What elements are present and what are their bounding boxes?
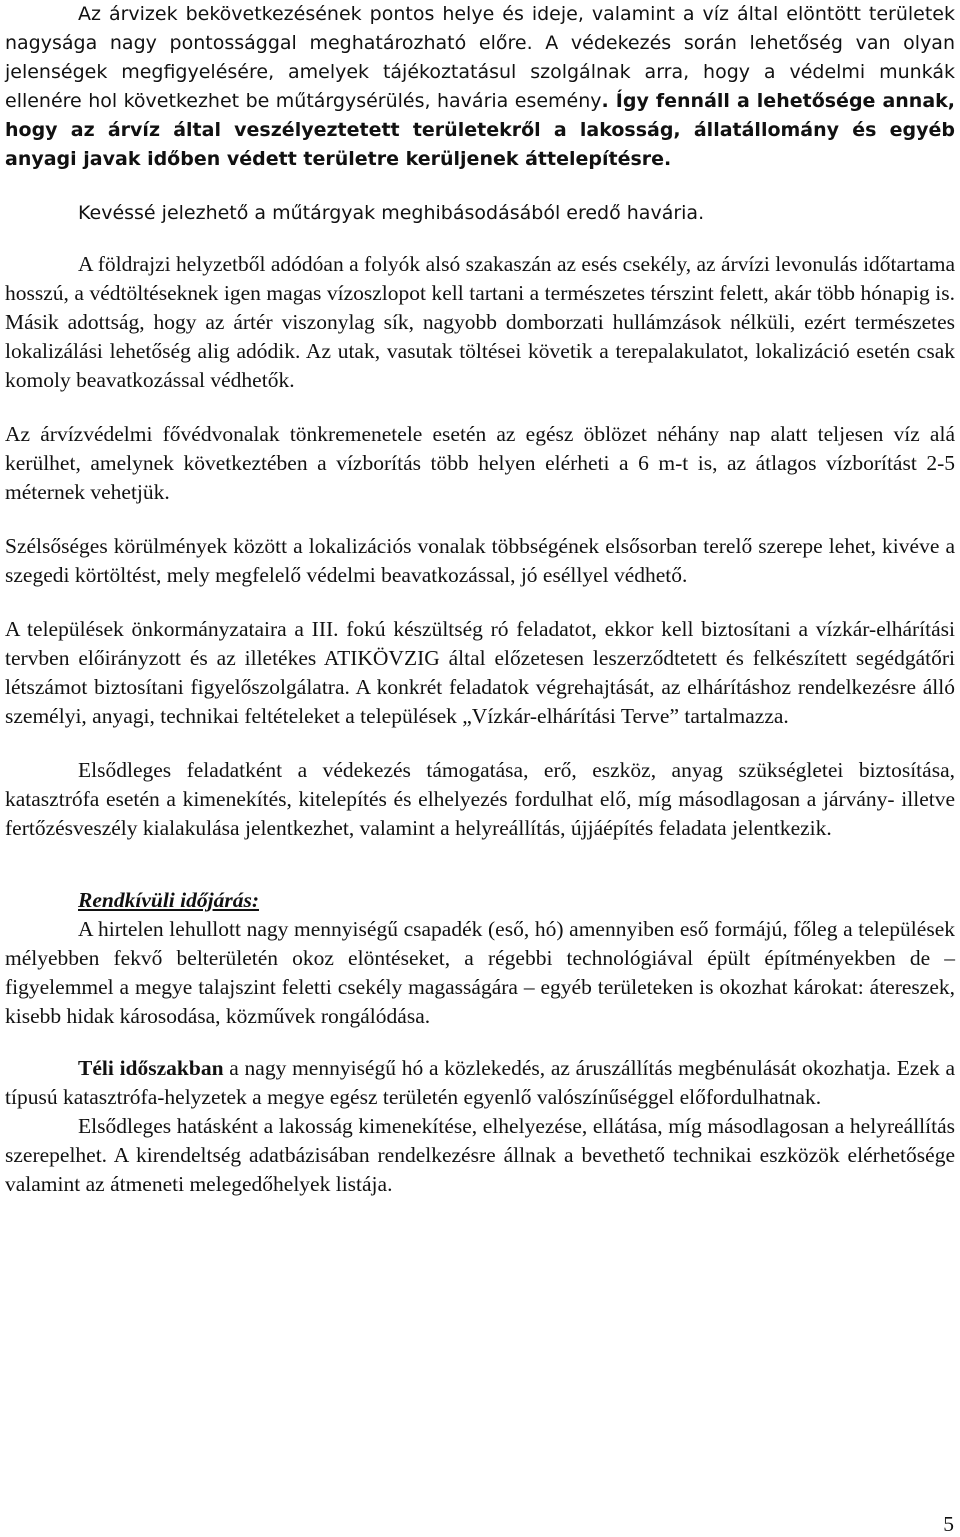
- paragraph-extreme-conditions: Szélsőséges körülmények között a lokalizációs vonalak többségének elsősorban terelő szerepe lehet, kivéve a szegedi körtöltést, mely megfelelő védelmi beavatkozással, jó eséllyel védhető.: [5, 534, 955, 587]
- paragraph-main-defense-line: Az árvízvédelmi fővédvonalak tönkremenetele esetén az egész öblözet néhány nap alatt teljesen víz alá kerülhet, amelynek következtében a vízborítás több helyen elérheti a 6 m-t is, az átlagos vízborítást 2-5 méternek vehetjük.: [5, 422, 955, 504]
- paragraph-flood-prediction-text: Az árvizek bekövetkezésének pontos helye és ideje, valamint a víz által elöntött területek nagysága nagy pontossággal meghatározható előre. A védekezés során lehetőség van olyan jelenségek megfigyelésére, amelyek tájékoztatásul szolgálnak arra, hogy a védelmi munkák ellenére hol következhet be műtárgysérülés, havária esemény: [5, 3, 955, 112]
- paragraph-structure-failure: Kevéssé jelezhető a műtárgyak meghibásodásából eredő havária.: [78, 202, 705, 224]
- paragraph-flood-prediction-evacuation: . Így fennáll a lehetősége annak, hogy az árvíz által veszélyeztetett területekről a lakosság, állatállomány és egyéb anyagi javak időben védett területre kerüljenek áttelepítésre.: [5, 90, 956, 170]
- paragraph-heavy-rain: A hirtelen lehullott nagy mennyiségű csapadék (eső, hó) amennyiben eső formájú, főleg a települések mélyebben fekvő belterületén okoz elöntéseket, a régebbi technológiával épült építményekben de – figyelemmel a megye talajszint feletti csekély magasságára – egyéb területeken is okozhat károkat: átereszek, kisebb hidak károsodása, közművek rongálódása.: [5, 917, 955, 1028]
- winter-period-bold: Téli időszakban: [78, 1056, 224, 1080]
- paragraph-flood-prediction: [5, 0, 955, 174]
- paragraph-municipalities: A települések önkormányzataira a III. fokú készültség ró feladatot, ekkor kell biztosítani a vízkár-elhárítási tervben előirányzott és az illetékes ATIKÖVZIG által előzetesen leszerződtetett és felkészített segédgátőri létszámot biztosítani figyelőszolgálatra. A konkrét feladatok végrehajtását, az elhárításhoz rendelkezésre álló személyi, anyagi, technikai feltételeket a települések „Vízkár-elhárítási Terve” tartalmazza.: [5, 617, 955, 728]
- document-page: [5, 0, 955, 1199]
- page-number: 5: [943, 1512, 954, 1536]
- winter-period-text: a nagy mennyiségű hó a közlekedés, az áruszállítás megbénulását okozhatja. Ezek a típusú katasztrófa-helyzetek a megye egész területén egyenlő valószínűséggel előfordulhatnak.: [5, 1056, 955, 1109]
- paragraph-primary-effect: Elsődleges hatásként a lakosság kimenekítése, elhelyezése, ellátása, míg másodlagosan a helyreállítás szerepelhet. A kirendeltség adatbázisában rendelkezésre állnak a bevethető technikai eszközök elérhetősége valamint az átmeneti melegedőhelyek listája.: [5, 1114, 955, 1196]
- paragraph-geography: A földrajzi helyzetből adódóan a folyók alsó szakaszán az esés csekély, az árvízi levonulás időtartama hosszú, a védtöltéseknek igen magas vízoszlopot kell tartani a természetes térszint felett, akár több hónapig is. Másik adottság, hogy az ártér viszonylag sík, nagyobb domborzati hullámzások nélküli, ezért természetes lokalizálási lehetőség alig adódik. Az utak, vasutak töltései követik a terepalakulatot, lokalizáció esetén csak komoly beavatkozással védhetők.: [5, 252, 955, 392]
- paragraph-winter-period: [5, 1054, 955, 1112]
- heading-extreme-weather: Rendkívüli időjárás:: [78, 888, 259, 912]
- paragraph-primary-tasks: Elsődleges feladatként a védekezés támogatása, erő, eszköz, anyag szükségletei biztosítása, katasztrófa esetén a kimenekítés, kitelepítés és elhelyezés fordulhat elő, míg másodlagosan a járvány- illetve fertőzésveszély kialakulása jelentkezhet, valamint a helyreállítás, újjáépítés feladata jelentkezik.: [5, 758, 955, 840]
